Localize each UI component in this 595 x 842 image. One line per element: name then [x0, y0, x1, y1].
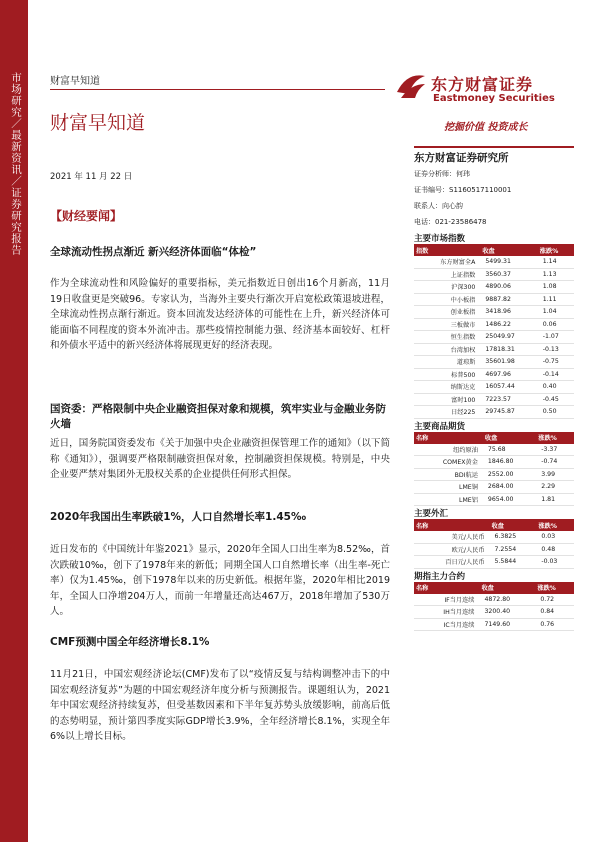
row-close: 3418.96 [480, 306, 537, 319]
table-row [414, 618, 574, 631]
table-row [414, 531, 574, 543]
row-name: 沪深300 [414, 281, 480, 294]
row-close: 1486.22 [480, 318, 537, 331]
article-title: 2020年我国出生率跌破1%，人口自然增长率1.45‰ [50, 511, 307, 523]
slogan: 挖掘价值 投资成长 [444, 122, 528, 133]
row-close: 25049.97 [480, 331, 537, 344]
table-row [414, 368, 574, 381]
row-close: 9887.82 [480, 293, 537, 306]
row-name: 道琼斯 [414, 356, 480, 369]
market-body [414, 256, 574, 418]
col-header: 涨跌% [535, 582, 574, 594]
table-row [414, 456, 574, 469]
commodities-table [414, 432, 574, 507]
logo-en: Eastmoney Securities [433, 93, 555, 104]
row-change: 0.48 [536, 543, 574, 556]
col-header: 涨跌% [538, 244, 574, 256]
commodities-title: 主要商品期货 [414, 421, 466, 432]
row-close: 3560.37 [480, 268, 537, 281]
row-change: -0.03 [536, 556, 574, 569]
row-close: 35601.98 [480, 356, 537, 369]
row-close: 6.3825 [490, 531, 537, 543]
row-close: 7223.57 [480, 393, 537, 406]
report-date: 2021 年 11 月 22 日 [50, 172, 133, 182]
table-row [414, 343, 574, 356]
article-body: 近日发布的《中国统计年鉴2021》显示，2020年全国人口出生率为8.52‰，首次跌破10‰，创下了1978年来的新低；同期全国人口自然增长率（出生率-死亡率）仅为1.45‰，创下1978年以来的历史新低。根据年鉴，2020年相比2019年，全国人口净增204万人，而前一年增量还高达467万，2018年增加了530万人。 [50, 544, 390, 618]
row-name: 恒生指数 [414, 331, 480, 344]
contact: 联系人：向心韵 [414, 202, 463, 210]
article-title: CMF预测中国全年经济增长8.1% [50, 636, 210, 648]
analyst: 证券分析师：何玮 [414, 170, 470, 178]
row-name: 标普500 [414, 368, 480, 381]
table-row [414, 331, 574, 344]
row-name: IC当月连续 [414, 618, 479, 631]
row-name: LME铜 [414, 481, 483, 494]
header-divider [50, 89, 385, 90]
table-row [414, 356, 574, 369]
row-name: 百日元/人民币 [414, 556, 490, 569]
row-change: 1.14 [538, 256, 574, 268]
row-close: 5.5844 [490, 556, 537, 569]
fx-body [414, 531, 574, 568]
fx-table [414, 519, 574, 569]
logo-mark-icon [395, 70, 427, 100]
row-change: -0.14 [538, 368, 574, 381]
table-row [414, 381, 574, 394]
row-change: 2.29 [536, 481, 574, 494]
sidebar-category: 市场研究／最新资讯／证券研究报告 [10, 72, 22, 256]
market-table [414, 244, 574, 419]
article-body: 作为全球流动性和风险偏好的重要指标，美元指数近日创出16个月新高，11月19日收盘更是突破96。专家认为，当海外主要央行渐次开启宽松政策退坡进程，全球流动性拐点渐行渐近。资本回流发达经济体的可能性在上升，新兴经济体可能面临不同程度的资本外流冲击。那些疫情控制能力强、经济基本面较好、杠杆和外债水平适中的新兴经济体将展现更好的经济表现。 [50, 278, 390, 352]
table-row [414, 293, 574, 306]
commodities-body [414, 444, 574, 506]
row-close: 7149.60 [479, 618, 535, 631]
row-close: 17818.31 [480, 343, 537, 356]
phone: 电话：021-23586478 [414, 218, 487, 226]
row-change: 3.99 [536, 468, 574, 481]
row-name: 纳斯达克 [414, 381, 480, 394]
row-name: COMEX黄金 [414, 456, 483, 469]
brand-logo [395, 70, 575, 110]
table-row [414, 393, 574, 406]
row-change: -3.37 [536, 444, 574, 456]
table-row [414, 444, 574, 456]
futures-body [414, 594, 574, 631]
table-row [414, 543, 574, 556]
col-header: 名称 [414, 432, 483, 444]
org-name: 东方财富证券研究所 [414, 146, 574, 166]
row-name: 东方财富全A [414, 256, 480, 268]
table-row [414, 281, 574, 294]
row-close: 29745.87 [480, 406, 537, 419]
row-close: 3200.40 [479, 606, 535, 619]
table-row [414, 256, 574, 268]
page-title: 财富早知道 [50, 112, 146, 134]
row-change: 1.13 [538, 268, 574, 281]
row-change: -0.75 [538, 356, 574, 369]
article-title: 全球流动性拐点渐近 新兴经济体面临“体检” [50, 246, 257, 258]
article-body: 近日，国务院国资委发布《关于加强中央企业融资担保管理工作的通知》（以下简称《通知》），强调要严格限制融资担保对象，控制融资担保规模。特别是，中央企业要严禁对集团外无股权关系的企业提供任何形式担保。 [50, 438, 390, 481]
row-change: 0.72 [535, 594, 574, 606]
row-change: 0.76 [535, 618, 574, 631]
row-close: 16057.44 [480, 381, 537, 394]
row-name: 日经225 [414, 406, 480, 419]
right-column [414, 146, 574, 631]
row-change: 0.06 [538, 318, 574, 331]
section-tag: 【财经要闻】 [50, 209, 123, 223]
table-row [414, 594, 574, 606]
row-change: 0.40 [538, 381, 574, 394]
table-row [414, 493, 574, 506]
row-close: 4890.06 [480, 281, 537, 294]
row-change: 1.11 [538, 293, 574, 306]
fx-title: 主要外汇 [414, 509, 449, 519]
row-change: 0.84 [535, 606, 574, 619]
table-row [414, 481, 574, 494]
row-close: 4697.96 [480, 368, 537, 381]
col-header: 收盘 [483, 432, 536, 444]
cert-number: 证书编号：S1160517110001 [414, 186, 512, 194]
row-close: 9654.00 [483, 493, 536, 506]
row-name: IH当月连续 [414, 606, 479, 619]
row-change: 0.50 [538, 406, 574, 419]
row-change: -0.45 [538, 393, 574, 406]
row-name: 中小板指 [414, 293, 480, 306]
col-header: 收盘 [490, 519, 537, 531]
row-name: 富时100 [414, 393, 480, 406]
row-close: 1846.80 [483, 456, 536, 469]
table-row [414, 406, 574, 419]
row-name: 创业板指 [414, 306, 480, 319]
row-name: 美元/人民币 [414, 531, 490, 543]
row-close: 7.2554 [490, 543, 537, 556]
row-close: 2552.00 [483, 468, 536, 481]
article-body: 11月21日，中国宏观经济论坛(CMF)发布了以“疫情反复与结构调整冲击下的中国宏观经济复苏”为题的中国宏观经济年度分析与预测报告。课题组认为，2021年中国宏观经济持续复苏，但受基数因素和下半年复苏势头放缓影响，前高后低的态势明显，预计第四季度实际GDP增长3.9%，全年经济增长8.1%，实现全年6%以上增长目标。 [50, 669, 390, 743]
row-change: 0.03 [536, 531, 574, 543]
table-row [414, 268, 574, 281]
row-name: 三板做市 [414, 318, 480, 331]
col-header: 名称 [414, 519, 490, 531]
row-change: 1.04 [538, 306, 574, 319]
table-row [414, 606, 574, 619]
futures-table [414, 582, 574, 632]
futures-title: 期指主力合约 [414, 571, 466, 582]
row-change: 1.81 [536, 493, 574, 506]
table-row [414, 318, 574, 331]
market-title: 主要市场指数 [414, 234, 466, 244]
col-header: 名称 [414, 582, 479, 594]
row-name: 纽约原油 [414, 444, 483, 456]
row-change: -1.07 [538, 331, 574, 344]
row-close: 2684.00 [483, 481, 536, 494]
row-name: BDI航运 [414, 468, 483, 481]
row-close: 5499.31 [480, 256, 537, 268]
row-close: 75.68 [483, 444, 536, 456]
table-row [414, 468, 574, 481]
row-name: 台湾加权 [414, 343, 480, 356]
row-name: 欧元/人民币 [414, 543, 490, 556]
col-header: 指数 [414, 244, 480, 256]
col-header: 收盘 [480, 244, 537, 256]
row-change: -0.13 [538, 343, 574, 356]
header-small-title: 财富早知道 [50, 76, 100, 87]
col-header: 收盘 [479, 582, 535, 594]
row-change: 1.08 [538, 281, 574, 294]
col-header: 涨跌% [536, 519, 574, 531]
table-row [414, 306, 574, 319]
article-title: 国资委：严格限制中央企业融资担保对象和规模，筑牢实业与金融业务防火墙 [50, 403, 386, 430]
row-name: LME铝 [414, 493, 483, 506]
logo-cn: 东方财富证券 [431, 75, 534, 94]
row-change: -0.74 [536, 456, 574, 469]
row-name: 上证指数 [414, 268, 480, 281]
row-close: 4872.80 [479, 594, 535, 606]
table-row [414, 556, 574, 569]
row-name: IF当月连续 [414, 594, 479, 606]
col-header: 涨跌% [536, 432, 574, 444]
